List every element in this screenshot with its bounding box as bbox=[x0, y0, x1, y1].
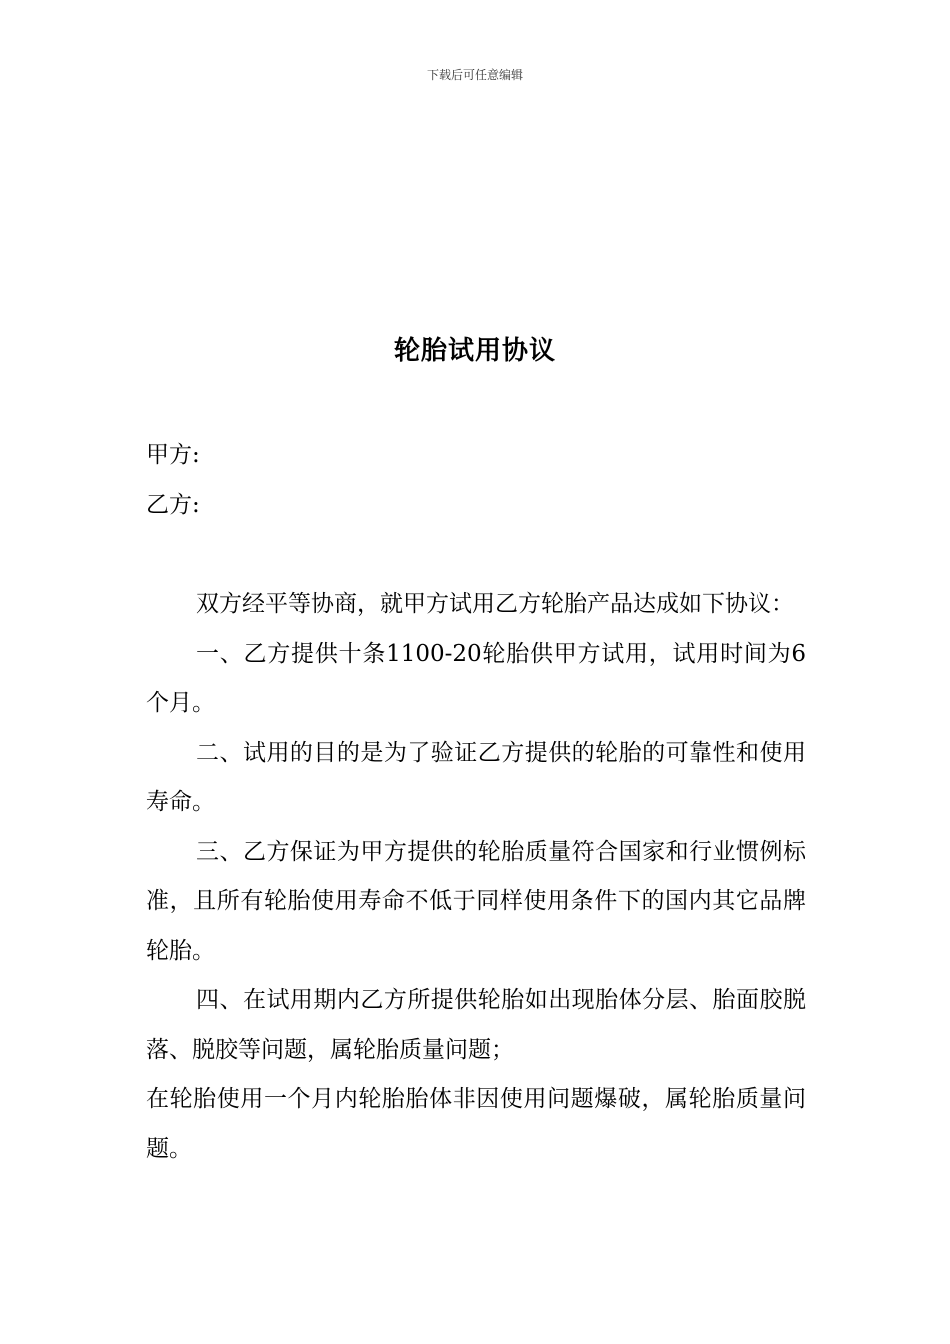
document-title: 轮胎试用协议 bbox=[393, 336, 556, 366]
clause-4-continued: 在轮胎使用一个月内轮胎胎体非因使用问题爆破，属轮胎质量问题。 bbox=[146, 1086, 806, 1162]
header-note: 下载后可任意编辑 bbox=[426, 68, 523, 82]
agreement-body bbox=[146, 580, 806, 1174]
clause-4: 四、在试用期内乙方所提供轮胎如出现胎体分层、胎面胶脱落、脱胶等问题，属轮胎质量问题； bbox=[146, 987, 806, 1063]
party-b-label: 乙方: bbox=[146, 492, 200, 518]
clause-1: 一、乙方提供十条1100-20轮胎供甲方试用，试用时间为6个月。 bbox=[146, 640, 806, 716]
intro-paragraph: 双方经平等协商，就甲方试用乙方轮胎产品达成如下协议： bbox=[196, 591, 794, 617]
party-a-label: 甲方: bbox=[146, 442, 200, 468]
clause-3: 三、乙方保证为甲方提供的轮胎质量符合国家和行业惯例标准，且所有轮胎使用寿命不低于同样使用条件下的国内其它品牌轮胎。 bbox=[146, 838, 806, 964]
clause-2: 二、试用的目的是为了验证乙方提供的轮胎的可靠性和使用寿命。 bbox=[146, 739, 806, 815]
